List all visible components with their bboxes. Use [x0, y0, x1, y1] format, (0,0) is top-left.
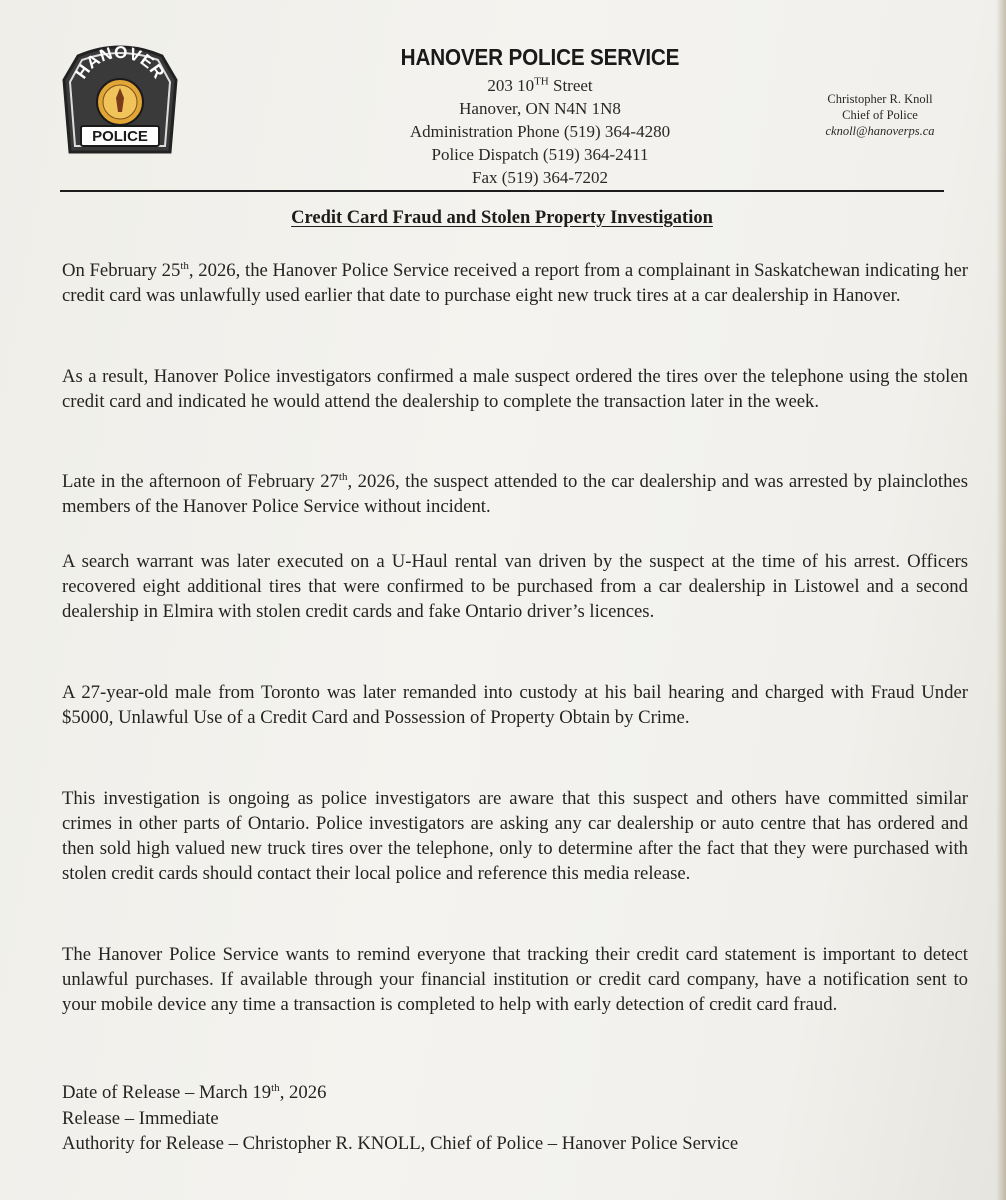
paragraph-6: This investigation is ongoing as police investigators are aware that this suspect and others have committed similar crimes in other parts of Ontario. Police investigators are asking any car dealership or auto centre that has ordered and then sold high valued new truck tires over the telephone, only to determine after the fact that they were purchased with stolen credit cards should contact their local police and reference this media release.	[62, 788, 968, 884]
paragraph-1: On February 25th, 2026, the Hanover Police Service received a report from a complainant in Saskatchewan indicating her credit card was unlawfully used earlier that date to purchase eight new truck tires at a car dealership in Hanover.	[62, 259, 968, 306]
paragraph-3: Late in the afternoon of February 27th, 2026, the suspect attended to the car dealership and was arrested by plainclothes members of the Hanover Police Service without incident.	[62, 470, 968, 517]
page-edge-shadow	[996, 0, 1006, 1200]
badge-bottom-text: POLICE	[92, 128, 148, 145]
admin-phone: Administration Phone (519) 364-4280	[409, 122, 671, 141]
release-authority: Authority for Release – Christopher R. KNOLL, Chief of Police – Hanover Police Service	[62, 1133, 739, 1154]
police-badge-icon	[58, 40, 182, 164]
badge-top-text: HANOVER	[71, 42, 169, 83]
release-date: Date of Release – March 19th, 2026	[62, 1081, 327, 1103]
paragraph-2: As a result, Hanover Police investigators confirmed a male suspect ordered the tires over the telephone using the stolen credit card and indicated he would attend the dealership to complete the transaction later in the week.	[62, 366, 968, 412]
chief-name: Christopher R. Knoll	[827, 92, 933, 106]
fax-number: Fax (519) 364-7202	[472, 168, 608, 187]
header-divider	[60, 190, 944, 192]
paragraph-7: The Hanover Police Service wants to remind everyone that tracking their credit card statement is important to detect unlawful purchases. If available through your financial institution or credit card company, have a notification sent to your mobile device any time a transaction is completed to help with early detection of credit card fraud.	[62, 944, 968, 1015]
address-street: 203 10TH Street	[487, 75, 593, 95]
release-title: Credit Card Fraud and Stolen Property Investigation	[291, 208, 713, 228]
chief-title: Chief of Police	[842, 108, 918, 122]
paragraph-5: A 27-year-old male from Toronto was later remanded into custody at his bail hearing and charged with Fraud Under $5000, Unlawful Use of a Credit Card and Possession of Property Obtain by Crime.	[62, 682, 968, 728]
agency-name: HANOVER POLICE SERVICE	[400, 44, 680, 70]
paragraph-4: A search warrant was later executed on a U-Haul rental van driven by the suspect at the time of his arrest. Officers recovered eight additional tires that were confirmed to be purchased from a car dealership in Listowel and a second dealership in Elmira with stolen credit cards and fake Ontario driver’s licences.	[62, 551, 968, 622]
address-city: Hanover, ON N4N 1N8	[459, 99, 621, 118]
release-type: Release – Immediate	[62, 1108, 219, 1129]
dispatch-phone: Police Dispatch (519) 364-2411	[431, 145, 649, 164]
chief-email: cknoll@hanoverps.ca	[825, 124, 935, 138]
